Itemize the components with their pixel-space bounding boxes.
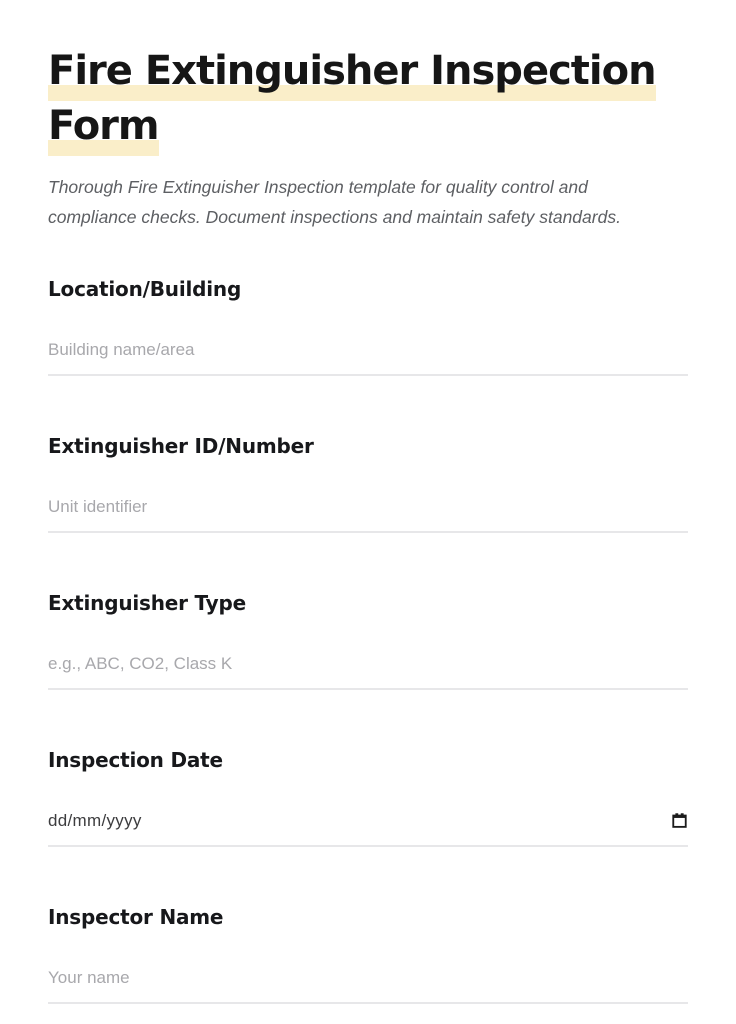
field-label-inspector-name: Inspector Name: [48, 905, 224, 929]
field-label-location-building: Location/Building: [48, 277, 242, 301]
field-location-building: [48, 278, 688, 376]
field-label-inspection-date: Inspection Date: [48, 748, 223, 772]
page-title-text: Fire Extinguisher Inspection Form: [48, 48, 656, 156]
inspection-date-input[interactable]: [48, 811, 688, 847]
extinguisher-type-input[interactable]: [48, 654, 688, 690]
form-description: Thorough Fire Extinguisher Inspection template for quality control and compliance checks. Document inspections and maintain safety standards.: [48, 177, 621, 227]
field-label-extinguisher-id: Extinguisher ID/Number: [48, 434, 314, 458]
field-extinguisher-type: [48, 592, 688, 690]
date-placeholder-value: dd/mm/yyyy: [48, 811, 142, 830]
location-building-input[interactable]: [48, 340, 688, 376]
field-label-extinguisher-type: Extinguisher Type: [48, 591, 246, 615]
inspector-name-input[interactable]: [48, 968, 688, 1004]
field-inspection-date: [48, 749, 688, 847]
extinguisher-id-input[interactable]: [48, 497, 688, 533]
page-title: [48, 44, 688, 154]
field-extinguisher-id: [48, 435, 688, 533]
field-inspector-name: [48, 906, 688, 1004]
calendar-icon[interactable]: [671, 812, 688, 829]
